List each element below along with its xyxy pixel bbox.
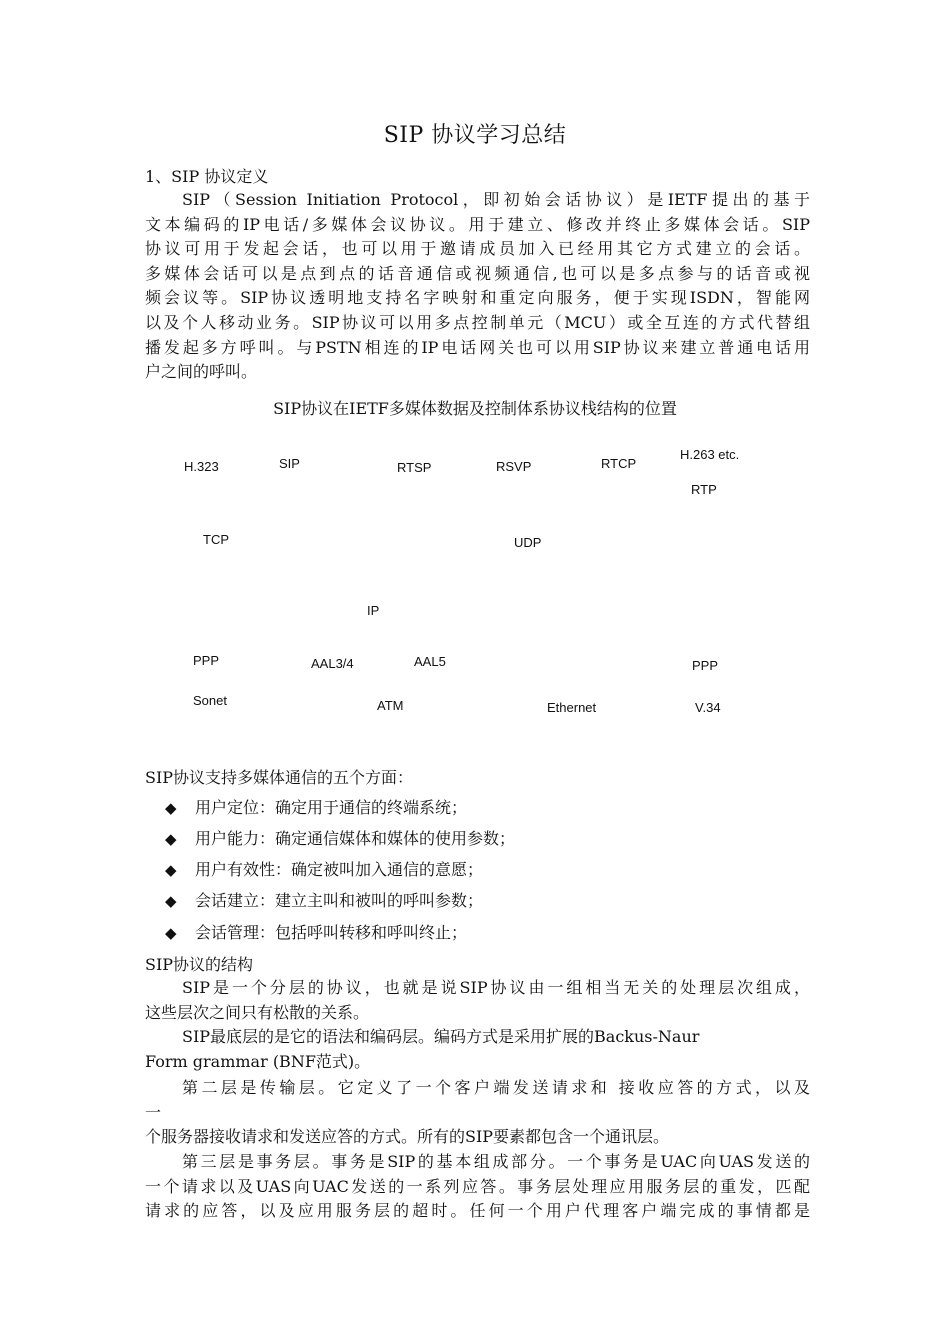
diamond-bullet-icon: ◆	[165, 799, 177, 817]
list-item	[165, 826, 515, 849]
label-ppp-left: PPP	[193, 653, 220, 668]
section-heading-definition: 1、SIP 协议定义	[145, 167, 269, 186]
diamond-bullet-icon: ◆	[165, 892, 177, 910]
paragraph-line: 一	[145, 1102, 162, 1122]
paragraph-line: 协议可用于发起会话，也可以用于邀请成员加入已经用其它方式建立的会话。	[145, 239, 810, 259]
paragraph-line: SIP是一个分层的协议，也就是说SIP协议由一组相当无关的处理层次组成，	[182, 978, 810, 997]
label-rtcp: RTCP	[601, 456, 637, 471]
label-rtp: RTP	[691, 482, 717, 497]
paragraph-line: 多媒体会话可以是点到点的话音通信或视频通信,也可以是多点参与的话音或视	[145, 263, 810, 283]
list-item	[165, 857, 483, 880]
section-heading-aspects: SIP协议支持多媒体通信的五个方面：	[145, 768, 414, 787]
section-heading-structure: SIP协议的结构	[145, 955, 254, 974]
label-ip: IP	[367, 603, 380, 618]
label-sip: SIP	[279, 456, 300, 471]
figure-caption: SIP协议在IETF多媒体数据及控制体系协议栈结构的位置	[273, 399, 677, 418]
paragraph-line: 播发起多方呼叫。与PSTN相连的IP电话网关也可以用SIP协议来建立普通电话用	[145, 337, 810, 357]
paragraph-line: 文本编码的IP电话/多媒体会议协议。用于建立、修改并终止多媒体会话。SIP	[145, 214, 810, 234]
diamond-bullet-icon: ◆	[165, 924, 177, 942]
list-item	[165, 920, 467, 943]
list-item-text: 会话建立：建立主叫和被叫的呼叫参数；	[195, 891, 484, 910]
paragraph-line: 第三层是事务层。事务是SIP的基本组成部分。一个事务是UAC向UAS发送的	[182, 1152, 810, 1171]
list-item	[165, 795, 467, 818]
list-item-text: 用户有效性：确定被叫加入通信的意愿；	[195, 860, 484, 879]
label-rtsp: RTSP	[397, 460, 432, 475]
paragraph-line: 请求的应答，以及应用服务层的超时。任何一个用户代理客户端完成的事情都是	[145, 1201, 810, 1221]
list-item-text: 用户定位：确定用于通信的终端系统；	[195, 798, 468, 817]
label-h263: H.263 etc.	[680, 447, 740, 462]
paragraph-line: 频会议等。SIP协议透明地支持名字映射和重定向服务，便于实现ISDN，智能网	[145, 288, 810, 308]
label-h323: H.323	[184, 459, 219, 474]
diamond-bullet-icon: ◆	[165, 830, 177, 848]
label-aal34: AAL3/4	[311, 656, 354, 671]
definition-paragraph	[145, 188, 810, 385]
structure-paragraph-2	[145, 1025, 810, 1074]
label-rsvp: RSVP	[496, 459, 532, 474]
list-item	[165, 888, 483, 911]
label-udp: UDP	[514, 535, 542, 550]
paragraph-line: Form grammar (BNF范式)。	[145, 1051, 371, 1071]
paragraph-line: 一个请求以及UAS向UAC发送的一系列应答。事务层处理应用服务层的重发，匹配	[145, 1176, 810, 1196]
list-item-text: 会话管理：包括呼叫转移和呼叫终止；	[195, 923, 468, 942]
label-aal5: AAL5	[414, 654, 446, 669]
page-title: SIP 协议学习总结	[383, 123, 567, 148]
paragraph-line: 以及个人移动业务。SIP协议可以用多点控制单元（MCU）或全互连的方式代替组	[145, 312, 810, 332]
paragraph-line: 个服务器接收请求和发送应答的方式。所有的SIP要素都包含一个通讯层。	[145, 1127, 670, 1147]
paragraph-line: SIP（Session Initiation Protocol，即初始会话协议）是IETF提出的基于	[182, 190, 810, 209]
label-sonet: Sonet	[193, 693, 227, 708]
label-atm: ATM	[377, 698, 404, 713]
label-ppp-right: PPP	[692, 658, 719, 673]
structure-paragraph-4	[145, 1150, 810, 1224]
structure-paragraph-1	[145, 976, 810, 1025]
paragraph-line: 这些层次之间只有松散的关系。	[145, 1002, 370, 1022]
list-item-text: 用户能力：确定通信媒体和媒体的使用参数；	[195, 829, 516, 848]
label-tcp: TCP	[203, 532, 229, 547]
paragraph-line: SIP最底层的是它的语法和编码层。编码方式是采用扩展的Backus-Naur	[182, 1027, 700, 1046]
paragraph-line: 第二层是传输层。它定义了一个客户端发送请求和 接收应答的方式，以及	[182, 1078, 810, 1097]
structure-paragraph-3	[145, 1076, 810, 1150]
label-v34: V.34	[695, 700, 721, 715]
diamond-bullet-icon: ◆	[165, 861, 177, 879]
paragraph-line: 户之间的呼叫。	[145, 362, 258, 382]
label-ethernet: Ethernet	[547, 700, 597, 715]
